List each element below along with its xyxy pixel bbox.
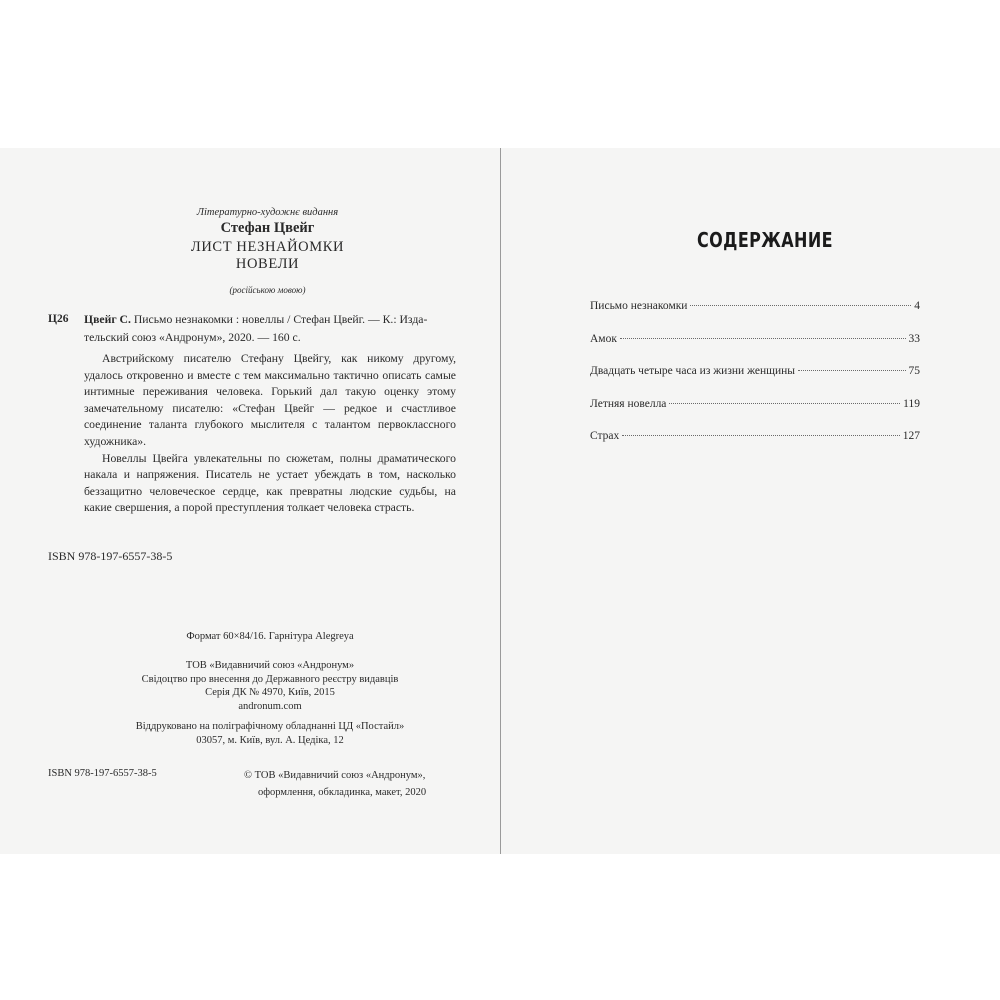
- toc-entry-title: Двадцать четыре часа из жизни женщины: [590, 365, 796, 378]
- toc-entry[interactable]: [590, 430, 920, 463]
- toc-entry-page: 33: [908, 332, 920, 345]
- bibliographic-record: [84, 311, 456, 347]
- toc-entry[interactable]: [590, 333, 920, 366]
- toc-entry-title: Летняя новелла: [590, 397, 667, 410]
- annotation: [84, 351, 456, 517]
- copyright-line: оформлення, обкладинка, макет, 2020: [258, 787, 427, 798]
- toc-entry-page: 119: [903, 397, 920, 410]
- annotation-paragraph: Новеллы Цвейга увлекательны по сюжетам, полны драматического накала и напряжения. Писатель не устает убеждать в том, насколько беззащитно человеческое сердце, как превратны людские судьбы, на какие свершения, а порой преступления толкает человека страсть.: [84, 451, 456, 515]
- copyright-line: © ТОВ «Видавничий союз «Андронум»,: [244, 770, 426, 781]
- bib-line2: тельский союз «Андронум», 2020. — 160 с.: [84, 331, 301, 344]
- toc-leader-dots: [690, 305, 911, 306]
- toc-leader-dots: [669, 403, 900, 404]
- book-author: Стефан Цвейг: [220, 220, 315, 236]
- page-gutter-divider: [500, 148, 501, 854]
- toc-entry[interactable]: [590, 365, 920, 398]
- table-of-contents: [590, 300, 920, 463]
- toc-leader-dots: [622, 435, 899, 436]
- toc-entry-title: Страх: [590, 430, 620, 443]
- publisher-line: Серія ДК № 4970, Київ, 2015: [205, 687, 335, 698]
- isbn: ISBN 978-197-6557-38-5: [48, 549, 173, 563]
- toc-entry-page: 127: [902, 430, 920, 443]
- printer-info: [84, 720, 456, 747]
- toc-heading: СОДЕРЖАНИЕ: [697, 228, 833, 252]
- bib-author: Цвейг С.: [84, 313, 131, 326]
- publisher-line: Свідоцтво про внесення до Державного реєстру видавців: [141, 673, 399, 685]
- publisher-line: ТОВ «Видавничий союз «Андронум»: [185, 660, 355, 671]
- toc-entry-title: Амок: [590, 332, 617, 345]
- format-info: Формат 60×84/16. Гарнітура Alegreya: [186, 631, 354, 642]
- toc-leader-dots: [620, 338, 906, 339]
- toc-entry-page: 75: [908, 365, 920, 378]
- toc-entry[interactable]: [590, 398, 920, 431]
- toc-entry-title: Письмо незнакомки: [590, 300, 688, 312]
- printer-line: 03057, м. Київ, вул. А. Цедіка, 12: [196, 734, 344, 746]
- copyright: [244, 767, 444, 801]
- isbn-bottom: ISBN 978-197-6557-38-5: [48, 768, 157, 779]
- publisher-info: [84, 659, 456, 713]
- toc-entry[interactable]: [590, 300, 920, 333]
- book-genre: НОВЕЛИ: [235, 256, 300, 272]
- edition-type: Літературно-художнє видання: [196, 207, 339, 218]
- publisher-line: andronum.com: [238, 700, 302, 712]
- book-title: ЛИСТ НЕЗНАЙОМКИ: [190, 239, 345, 255]
- classification-code: Ц26: [48, 313, 69, 325]
- bib-line1: Письмо незнакомки : новеллы / Стефан Цвейг. — К.: Изда-: [133, 313, 428, 326]
- printer-line: Віддруковано на поліграфічному обладнанні ЦД «Постайл»: [135, 721, 405, 732]
- annotation-paragraph: Австрийскому писателю Стефану Цвейгу, как никому другому, удалось откровенно и вместе с тем максимально тактично описать самые интимные переживания человека. Горький дал такую оценку этому замечательному писателю: «Стефан Цвейг — редкое и счастливое соединение таланта глубокого мыслителя с талантом первоклассного художника».: [84, 352, 456, 448]
- toc-entry-page: 4: [914, 300, 920, 312]
- language-note: (російською мовою): [229, 285, 306, 295]
- toc-leader-dots: [798, 370, 905, 371]
